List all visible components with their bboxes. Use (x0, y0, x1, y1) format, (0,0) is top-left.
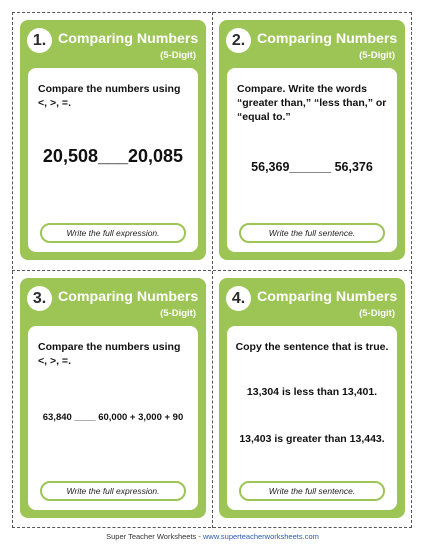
card-prompt: Compare the numbers using <, >, =. (38, 83, 181, 109)
card-panel (28, 68, 198, 252)
task-card-4 (219, 278, 405, 518)
instruction-pill: Write the full expression. (40, 481, 186, 501)
instruction-pill: Write the full expression. (40, 223, 186, 243)
card-prompt: Compare. Write the words “greater than,” “less than,” or “equal to.” (237, 83, 387, 123)
comparison-expression: 63,840 ____ 60,000 + 3,000 + 90 (42, 412, 184, 423)
comparison-expression: 56,369______ 56,376 (251, 160, 373, 174)
cut-line-horizontal (12, 270, 412, 271)
card-panel (227, 68, 397, 252)
card-subtitle: (5-Digit) (359, 50, 395, 61)
comparison-expression: 20,508___20,085 (42, 146, 184, 166)
card-number-badge: 2. (226, 28, 251, 53)
card-panel (227, 326, 397, 510)
card-number-badge: 4. (226, 286, 251, 311)
footer-url-link[interactable]: www.superteacherworksheets.com (202, 532, 319, 541)
card-title: Comparing Numbers (58, 289, 199, 305)
card-prompt: Compare the numbers using <, >, =. (38, 341, 181, 367)
statement-option-1: 13,304 is less than 13,401. (246, 386, 378, 398)
card-subtitle: (5-Digit) (359, 308, 395, 319)
statement-option-2: 13,403 is greater than 13,443. (239, 433, 385, 445)
card-number-badge: 3. (27, 286, 52, 311)
instruction-pill: Write the full sentence. (239, 223, 385, 243)
footer-brand: Super Teacher Worksheets - (106, 532, 203, 541)
task-card-2 (219, 20, 405, 260)
card-title: Comparing Numbers (58, 31, 199, 47)
instruction-pill: Write the full sentence. (239, 481, 385, 501)
task-card-3 (20, 278, 206, 518)
page-footer (0, 532, 425, 541)
task-card-1 (20, 20, 206, 260)
card-panel (28, 326, 198, 510)
card-title: Comparing Numbers (257, 31, 398, 47)
card-subtitle: (5-Digit) (160, 50, 196, 61)
card-title: Comparing Numbers (257, 289, 398, 305)
card-subtitle: (5-Digit) (160, 308, 196, 319)
card-prompt: Copy the sentence that is true. (235, 341, 389, 353)
card-number-badge: 1. (27, 28, 52, 53)
